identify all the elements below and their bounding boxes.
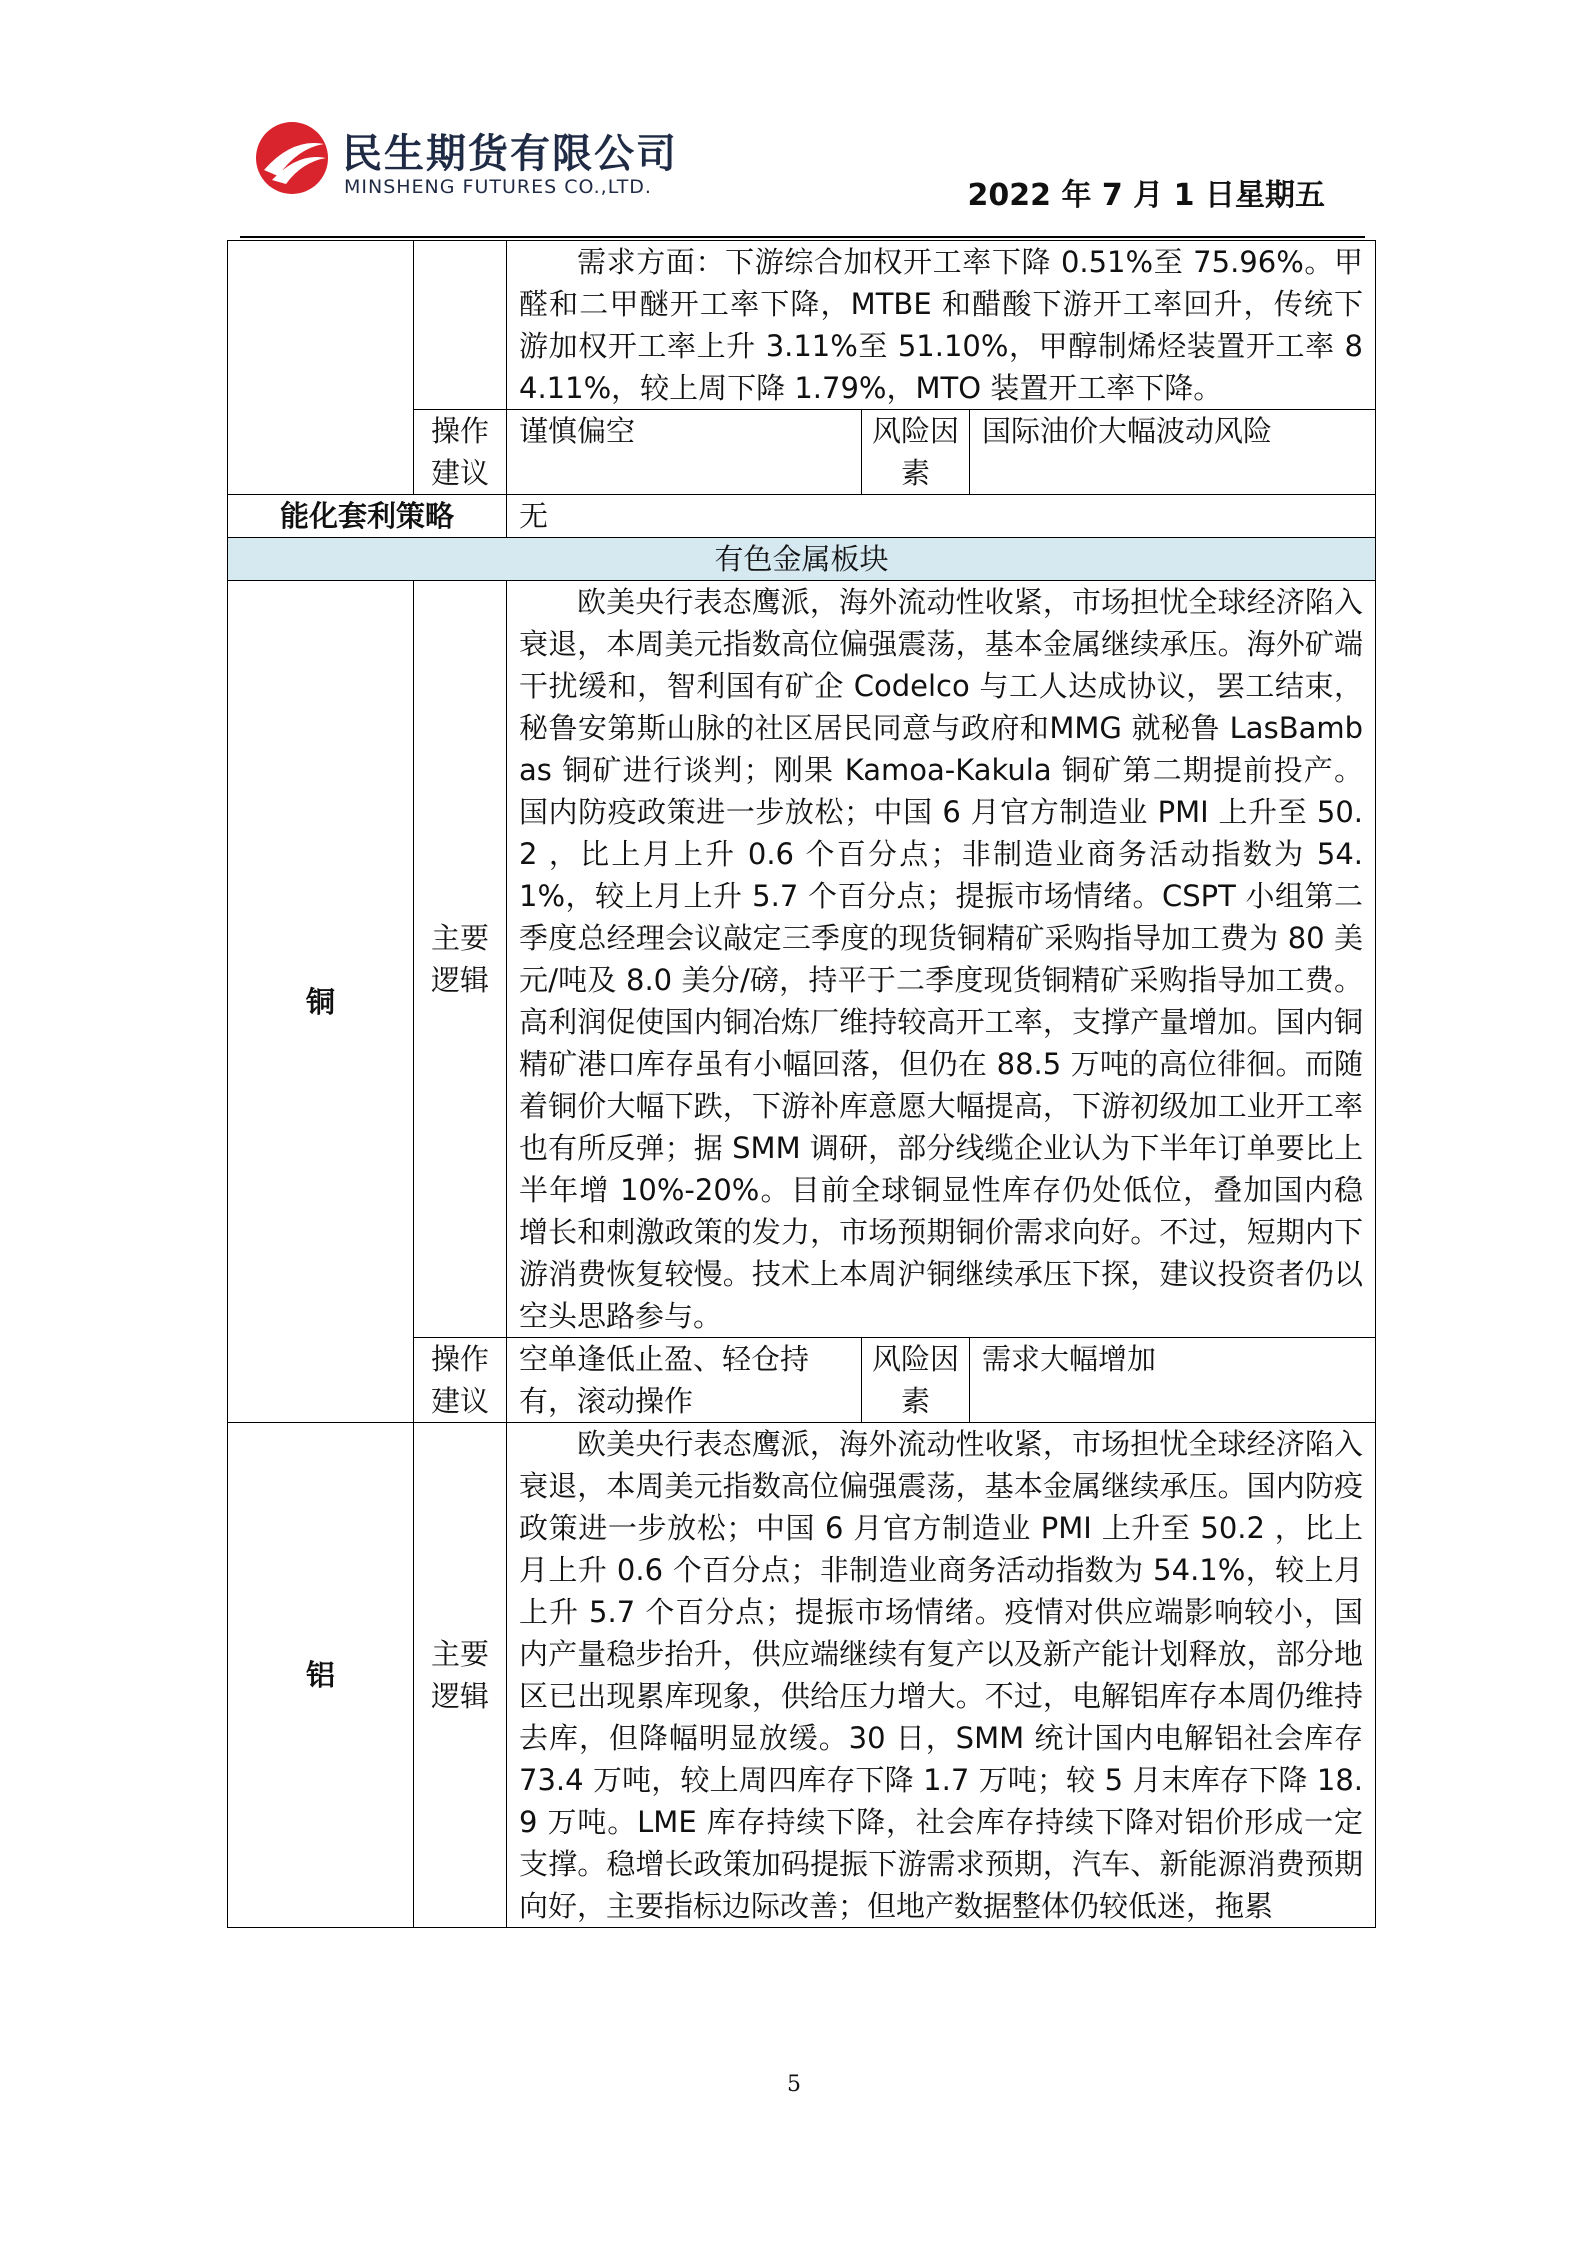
- section-title: 有色金属板块: [228, 538, 1376, 581]
- methanol-name-cell-cont: [228, 410, 414, 495]
- company-name-cn: 民生期货有限公司: [342, 131, 678, 177]
- aluminum-logic-label: 主要逻辑: [414, 1423, 507, 1928]
- company-name-en: MINSHENG FUTURES CO.,LTD.: [344, 176, 652, 198]
- section-header-row: [228, 538, 1376, 581]
- minsheng-logo-icon: [252, 118, 332, 198]
- arbitrage-value: 无: [507, 495, 1376, 538]
- arbitrage-label: 能化套利策略: [228, 495, 507, 538]
- methanol-op-label: 操作建议: [414, 410, 507, 495]
- methanol-risk-value: 国际油价大幅波动风险: [970, 410, 1376, 495]
- page-header: [240, 110, 1365, 238]
- copper-logic-label: 主要逻辑: [414, 581, 507, 1338]
- copper-logic-text: 欧美央行表态鹰派，海外流动性收紧，市场担忧全球经济陷入衰退，本周美元指数高位偏强震荡，基本金属继续承压。海外矿端干扰缓和，智利国有矿企 Codelco 与工人达成协议，罢工结束，秘鲁安第斯山脉的社区居民同意与政府和MMG 就秘鲁 LasBambas 铜矿进行谈判；刚果 Kamoa-Kakula 铜矿第二期提前投产。国内防疫政策进一步放松；中国 6 月官方制造业 PMI 上升至 50.2 ，比上月上升 0.6 个百分点；非制造业商务活动指数为 54.1%，较上月上升 5.7 个百分点；提振市场情绪。CSPT 小组第二季度总经理会议敲定三季度的现货铜精矿采购指导加工费为 80 美元/吨及 8.0 美分/磅，持平于二季度现货铜精矿采购指导加工费。高利润促使国内铜冶炼厂维持较高开工率，支撑产量增加。国内铜精矿港口库存虽有小幅回落，但仍在 88.5 万吨的高位徘徊。而随着铜价大幅下跌，下游补库意愿大幅提高，下游初级加工业开工率也有所反弹；据 SMM 调研，部分线缆企业认为下半年订单要比上半年增 10%-20%。目前全球铜显性库存仍处低位，叠加国内稳增长和刺激政策的发力，市场预期铜价需求向好。不过，短期内下游消费恢复较慢。技术上本周沪铜继续承压下探，建议投资者仍以空头思路参与。: [507, 581, 1376, 1338]
- copper-logic-row: [228, 581, 1376, 1338]
- methanol-label-cell: [414, 241, 507, 410]
- copper-name: 铜: [228, 581, 414, 1423]
- methanol-op-row: [228, 410, 1376, 495]
- methanol-demand-row: [228, 241, 1376, 410]
- report-date: 2022 年 7 月 1 日星期五: [967, 178, 1325, 213]
- arbitrage-row: [228, 495, 1376, 538]
- methanol-name-cell: [228, 241, 414, 410]
- copper-op-label: 操作建议: [414, 1338, 507, 1423]
- header-divider: [240, 236, 1365, 238]
- copper-op-value: 空单逢低止盈、轻仓持有，滚动操作: [507, 1338, 862, 1423]
- copper-risk-label: 风险因素: [862, 1338, 970, 1423]
- aluminum-logic-row: [228, 1423, 1376, 1928]
- aluminum-logic-text: 欧美央行表态鹰派，海外流动性收紧，市场担忧全球经济陷入衰退，本周美元指数高位偏强震荡，基本金属继续承压。国内防疫政策进一步放松；中国 6 月官方制造业 PMI 上升至 50.2 ，比上月上升 0.6 个百分点；非制造业商务活动指数为 54.1%，较上月上升 5.7 个百分点；提振市场情绪。疫情对供应端影响较小，国内产量稳步抬升，供应端继续有复产以及新产能计划释放，部分地区已出现累库现象，供给压力增大。不过，电解铝库存本周仍维持去库，但降幅明显放缓。30 日，SMM 统计国内电解铝社会库存 73.4 万吨，较上周四库存下降 1.7 万吨；较 5 月末库存下降 18.9 万吨。LME 库存持续下降，社会库存持续下降对铝价形成一定支撑。稳增长政策加码提振下游需求预期，汽车、新能源消费预期向好，主要指标边际改善；但地产数据整体仍较低迷，拖累: [507, 1423, 1376, 1928]
- aluminum-name: 铝: [228, 1423, 414, 1928]
- methanol-risk-label: 风险因素: [862, 410, 970, 495]
- report-table: [227, 240, 1376, 1928]
- company-logo: [252, 118, 752, 208]
- copper-risk-value: 需求大幅增加: [970, 1338, 1376, 1423]
- methanol-op-value: 谨慎偏空: [507, 410, 862, 495]
- page-number: 5: [787, 2072, 801, 2097]
- methanol-demand-text: 需求方面：下游综合加权开工率下降 0.51%至 75.96%。甲醛和二甲醚开工率下降，MTBE 和醋酸下游开工率回升，传统下游加权开工率上升 3.11%至 51.10%，甲醇制烯烃装置开工率 84.11%，较上周下降 1.79%，MTO 装置开工率下降。: [507, 241, 1376, 410]
